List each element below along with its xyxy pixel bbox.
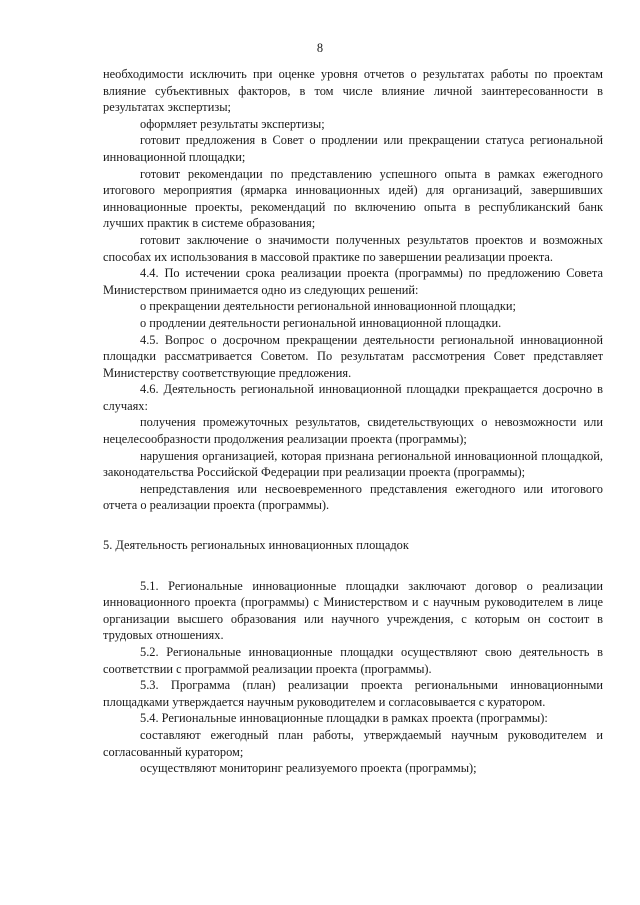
paragraph: 5.2. Региональные инновационные площадки осуществляют свою деятельность в соответствии с программой реализации проекта (программы). bbox=[103, 645, 603, 676]
paragraph: готовит заключение о значимости полученных результатов проектов и возможных способах их использования в массовой практике по завершении реализации проекта. bbox=[103, 232, 603, 264]
paragraph: готовит предложения в Совет о продлении или прекращении статуса региональной инновационной площадки; bbox=[103, 133, 603, 164]
paragraph: 5.4. Региональные инновационные площадки в рамках проекта (программы): bbox=[140, 711, 548, 726]
paragraph: нарушения организацией, которая признана региональной инновационной площадкой, законодательства Российской Федерации при реализации проекта (программы); bbox=[103, 448, 603, 480]
paragraph: составляют ежегодный план работы, утверждаемый научным руководителем и согласованный куратором; bbox=[103, 727, 603, 759]
paragraph: непредставления или несвоевременного представления ежегодного или итогового отчета о реализации проекта (программы). bbox=[103, 481, 603, 513]
paragraph: 4.6. Деятельность региональной инновационной площадки прекращается досрочно в случаях: bbox=[103, 382, 603, 413]
paragraph: оформляет результаты экспертизы; bbox=[140, 116, 325, 131]
paragraph: о прекращении деятельности региональной инновационной площадки; bbox=[140, 299, 516, 314]
paragraph: осуществляют мониторинг реализуемого проекта (программы); bbox=[140, 761, 477, 776]
paragraph: 4.4. По истечении срока реализации проекта (программы) по предложению Совета Министерством принимается одно из следующих решений: bbox=[103, 266, 603, 297]
paragraph: 4.5. Вопрос о досрочном прекращении деятельности региональной инновационной площадки рассматривается Советом. По результатам рассмотрения Совет представляет Министерству соответствующие предложения. bbox=[103, 332, 603, 380]
paragraph: необходимости исключить при оценке уровня отчетов о результатах работы по проектам влияние субъективных факторов, в том числе влияние личной заинтересованности в результатах экспертизы; bbox=[103, 67, 603, 115]
section-heading: 5. Деятельность региональных инновационных площадок bbox=[103, 538, 409, 553]
paragraph: о продлении деятельности региональной инновационной площадки. bbox=[140, 315, 502, 330]
document-body bbox=[103, 66, 603, 777]
paragraph: 5.1. Региональные инновационные площадки заключают договор о реализации инновационного проекта (программы) с Министерством и с научным руководителем в лице организации высшего образования или научного учреждения, с которым он состоит в трудовых отношениях. bbox=[103, 578, 603, 643]
paragraph: получения промежуточных результатов, свидетельствующих о невозможности или нецелесообразности продолжения реализации проекта (программы); bbox=[103, 415, 603, 447]
paragraph: 5.3. Программа (план) реализации проекта региональными инновационными площадками утверждается научным руководителем и согласовывается с куратором. bbox=[103, 678, 603, 709]
paragraph: готовит рекомендации по представлению успешного опыта в рамках ежегодного итогового мероприятия (ярмарка инновационных идей) для организаций, завершивших инновационные проекты, рекомендаций по включению опыта в республиканский банк лучших практик в системе образования; bbox=[103, 166, 603, 231]
page-number: 8 bbox=[316, 41, 324, 55]
